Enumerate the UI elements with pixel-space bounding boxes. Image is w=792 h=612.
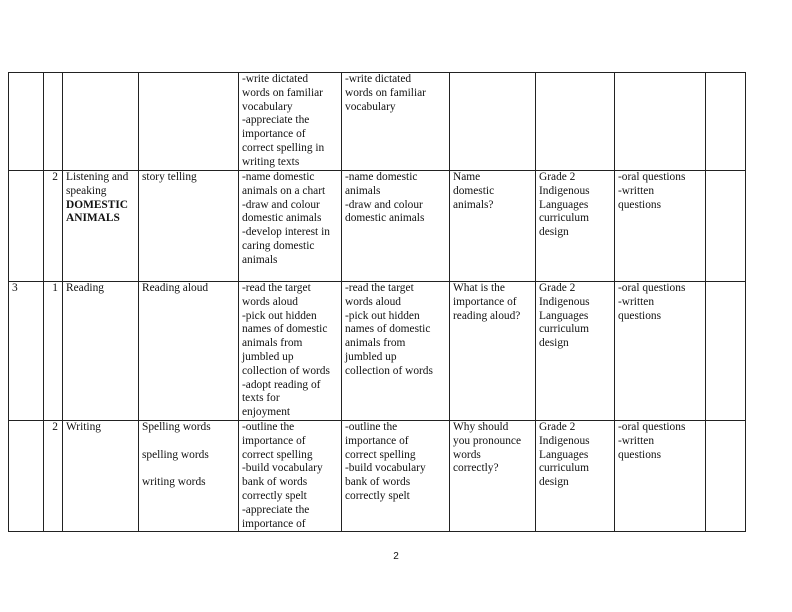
strand-cell-text: Writing	[66, 420, 101, 433]
learning-outcomes-cell	[239, 282, 342, 421]
resources-cell-text: Grade 2 Indigenous Languages curriculum design	[539, 282, 590, 350]
remarks-cell	[706, 73, 746, 171]
learning-outcomes-cell-text: -name domestic animals on a chart -draw and colour domestic animals -develop interest in caring domestic animals	[242, 171, 330, 266]
learning-experiences-cell	[342, 171, 450, 282]
lesson-cell-text: 1	[52, 282, 58, 294]
week-cell	[9, 282, 44, 421]
inquiry-question-cell	[450, 420, 536, 531]
strand-cell	[63, 171, 139, 282]
learning-experiences-cell-text: -name domestic animals -draw and colour domestic animals	[345, 171, 425, 225]
lesson-cell	[44, 282, 63, 421]
resources-cell	[536, 282, 615, 421]
sub-strand-cell-text: Reading aloud	[142, 282, 209, 294]
table-row	[9, 420, 746, 531]
inquiry-question-cell-text: What is the importance of reading aloud?	[453, 282, 521, 322]
assessment-cell	[615, 420, 706, 531]
inquiry-question-cell-text: Why should you pronounce words correctly?	[453, 420, 522, 475]
strand-cell	[63, 282, 139, 421]
resources-cell	[536, 420, 615, 531]
lesson-cell-text: 2	[52, 171, 58, 183]
learning-outcomes-cell	[239, 171, 342, 282]
inquiry-question-cell	[450, 282, 536, 421]
assessment-cell-text: -oral questions -written questions	[618, 420, 686, 461]
assessment-cell-text: -oral questions -written questions	[618, 282, 686, 322]
lesson-cell	[44, 420, 63, 531]
theme-title: DOMESTIC ANIMALS	[66, 198, 129, 225]
learning-experiences-cell-text: -read the target words aloud -pick out hidden names of domestic animals from jumbled up collection of words	[345, 282, 433, 377]
lesson-cell	[44, 171, 63, 282]
sub-strand-cell-text: Spelling words spelling words writing words	[142, 420, 211, 489]
week-cell	[9, 171, 44, 282]
table-row	[9, 73, 746, 171]
learning-outcomes-cell	[239, 73, 342, 171]
sub-strand-cell-text: story telling	[142, 171, 197, 183]
inquiry-question-cell-text: Name domestic animals?	[453, 171, 495, 211]
strand-cell-text: Reading	[66, 282, 104, 294]
inquiry-question-cell	[450, 73, 536, 171]
sub-strand-cell	[139, 171, 239, 282]
learning-experiences-cell	[342, 73, 450, 171]
assessment-cell-text: -oral questions -written questions	[618, 171, 686, 211]
inquiry-question-cell	[450, 171, 536, 282]
remarks-cell	[706, 282, 746, 421]
assessment-cell	[615, 171, 706, 282]
table-row	[9, 282, 746, 421]
learning-experiences-cell-text: -outline the importance of correct spelling -build vocabulary bank of words correctly spelt	[345, 420, 426, 502]
learning-outcomes-cell-text: -write dictated words on familiar vocabulary -appreciate the importance of correct spelling in writing texts	[242, 73, 325, 168]
learning-outcomes-cell	[239, 420, 342, 531]
week-cell	[9, 420, 44, 531]
learning-outcomes-cell-text: -outline the importance of correct spelling -build vocabulary bank of words correctly spelt -appreciate the importance of	[242, 420, 323, 530]
lesson-cell-text: 2	[52, 420, 58, 433]
scheme-of-work-table	[8, 72, 746, 532]
week-cell	[9, 73, 44, 171]
strand-cell-text: Listening and speaking	[66, 171, 129, 197]
assessment-cell	[615, 73, 706, 171]
sub-strand-cell	[139, 282, 239, 421]
week-cell-text: 3	[12, 282, 18, 294]
sub-strand-cell	[139, 420, 239, 531]
lesson-cell	[44, 73, 63, 171]
strand-cell	[63, 420, 139, 531]
resources-cell-text: Grade 2 Indigenous Languages curriculum design	[539, 420, 590, 489]
strand-cell	[63, 73, 139, 171]
learning-experiences-cell	[342, 420, 450, 531]
learning-experiences-cell-text: -write dictated words on familiar vocabulary	[345, 73, 426, 113]
page-number: 2	[393, 551, 399, 562]
resources-cell	[536, 171, 615, 282]
learning-outcomes-cell-text: -read the target words aloud -pick out hidden names of domestic animals from jumbled up collection of words -adopt reading of texts for enjoyment	[242, 282, 330, 419]
table-row	[9, 171, 746, 282]
resources-cell	[536, 73, 615, 171]
assessment-cell	[615, 282, 706, 421]
sub-strand-cell	[139, 73, 239, 171]
remarks-cell	[706, 420, 746, 531]
learning-experiences-cell	[342, 282, 450, 421]
resources-cell-text: Grade 2 Indigenous Languages curriculum design	[539, 171, 590, 239]
remarks-cell	[706, 171, 746, 282]
